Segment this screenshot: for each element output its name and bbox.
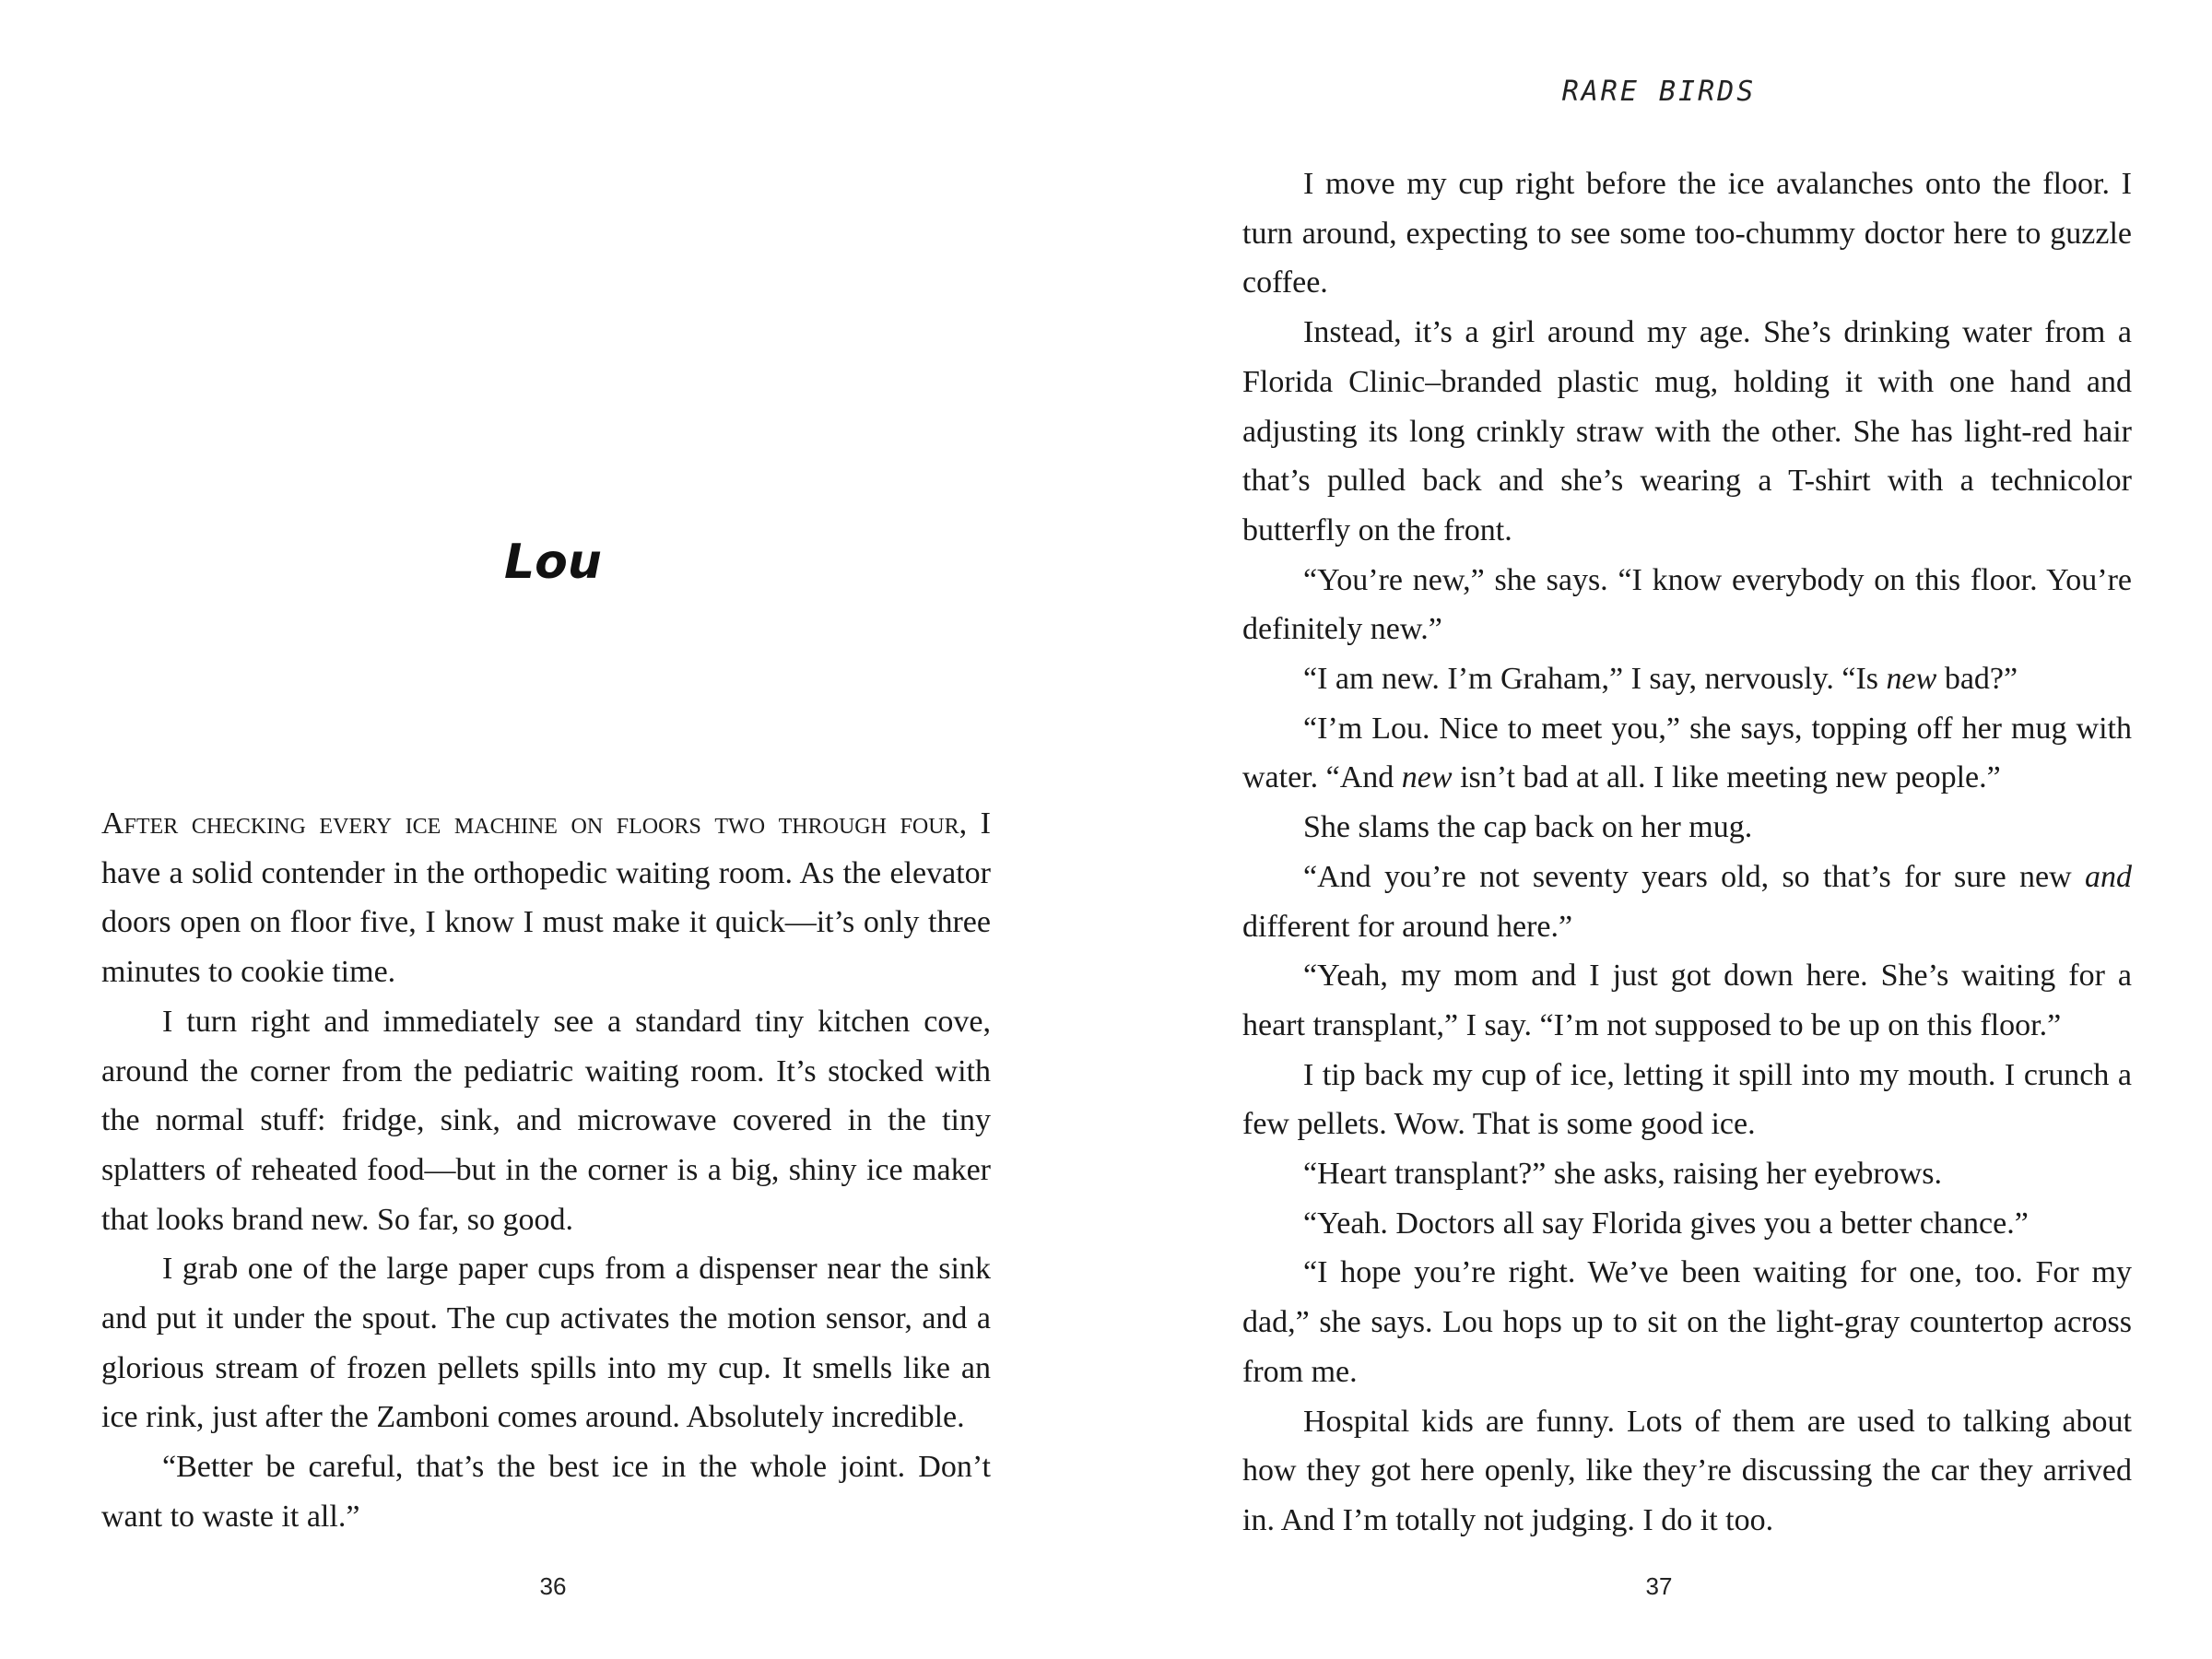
paragraph bbox=[1242, 853, 2132, 951]
left-body-text bbox=[101, 799, 991, 1542]
paragraph: “Heart transplant?” she asks, raising her eyebrows. bbox=[1303, 1157, 1942, 1192]
paragraph: I grab one of the large paper cups from a dispenser near the sink and put it under the spout. The cup activates the motion sensor, and a glorious stream of frozen pellets spills into my cup. It smells like an ice rink, just after the Zamboni comes around. Absolutely incredible. bbox=[101, 1252, 991, 1435]
paragraph: I turn right and immediately see a standard tiny kitchen cove, around the corner from the pediatric waiting room. It’s stocked with the normal stuff: fridge, sink, and microwave covered in the tiny splatters of reheated food—but in the corner is a big, shiny ice maker that looks brand new. So far, so good. bbox=[101, 1004, 991, 1237]
chapter-title: Lou bbox=[504, 535, 602, 590]
paragraph: “I hope you’re right. We’ve been waiting for one, too. For my dad,” she says. Lou hops up to sit on the light-gray countertop across from me. bbox=[1242, 1255, 2132, 1389]
paragraph: Instead, it’s a girl around my age. She’s drinking water from a Florida Clinic–branded plastic mug, holding it with one hand and adjusting its long crinkly straw with the other. She has light-red hair that’s pulled back and she’s wearing a T-shirt with a technicolor butterfly on the front. bbox=[1242, 315, 2132, 547]
paragraph bbox=[1242, 654, 2132, 704]
text-run: “And you’re not seventy years old, so that’s for sure new bbox=[1303, 859, 2085, 894]
paragraph: “You’re new,” she says. “I know everybody on this floor. You’re definitely new.” bbox=[1242, 562, 2132, 647]
text-run: “I am new. I’m Graham,” I say, nervously. “Is bbox=[1303, 662, 1887, 697]
right-page bbox=[1106, 0, 2212, 1659]
paragraph: I move my cup right before the ice avalanches onto the floor. I turn around, expecting to see some too-chummy doctor here to guzzle coffee. bbox=[1242, 167, 2132, 300]
paragraph: Hospital kids are funny. Lots of them are used to talking about how they got here openly, like they’re discussing the car they arrived in. And I’m totally not judging. I do it too. bbox=[1242, 1404, 2132, 1537]
paragraph bbox=[101, 799, 991, 997]
page-number: 36 bbox=[539, 1572, 567, 1600]
paragraph: I tip back my cup of ice, letting it spill into my mouth. I crunch a few pellets. Wow. That is some good ice. bbox=[1242, 1057, 2132, 1142]
paragraph: “Yeah. Doctors all say Florida gives you a better chance.” bbox=[1303, 1206, 2029, 1241]
italic-word: new bbox=[1886, 662, 1937, 697]
paragraph: “Yeah, my mom and I just got down here. She’s waiting for a heart transplant,” I say. “I’m not supposed to be up on this floor.” bbox=[1242, 959, 2132, 1042]
paragraph: She slams the cap back on her mug. bbox=[1303, 810, 1753, 845]
text-run: isn’t bad at all. I like meeting new people.” bbox=[1452, 760, 2001, 795]
text-run: bad?” bbox=[1936, 662, 2018, 697]
right-body-text bbox=[1242, 159, 2132, 1546]
text-run: “I’m Lou. Nice to meet you,” she says, topping off her mug with water. “And bbox=[1242, 711, 2132, 795]
text-run: different for around here.” bbox=[1242, 909, 1573, 944]
italic-word: new bbox=[1401, 760, 1453, 795]
running-head: RARE BIRDS bbox=[1561, 76, 1757, 108]
page-number: 37 bbox=[1645, 1572, 1673, 1600]
opening-smallcaps: After checking every ice machine on floors two through four, bbox=[101, 806, 968, 841]
paragraph: “Better be careful, that’s the best ice in the whole joint. Don’t want to waste it all.” bbox=[101, 1450, 991, 1534]
paragraph-text: I have a solid contender in the orthopedic waiting room. As the elevator doors open on floor five, I know I must make it quick—it’s only three minutes to cookie time. bbox=[101, 806, 991, 990]
paragraph bbox=[1242, 704, 2132, 803]
italic-word: and bbox=[2085, 859, 2132, 894]
